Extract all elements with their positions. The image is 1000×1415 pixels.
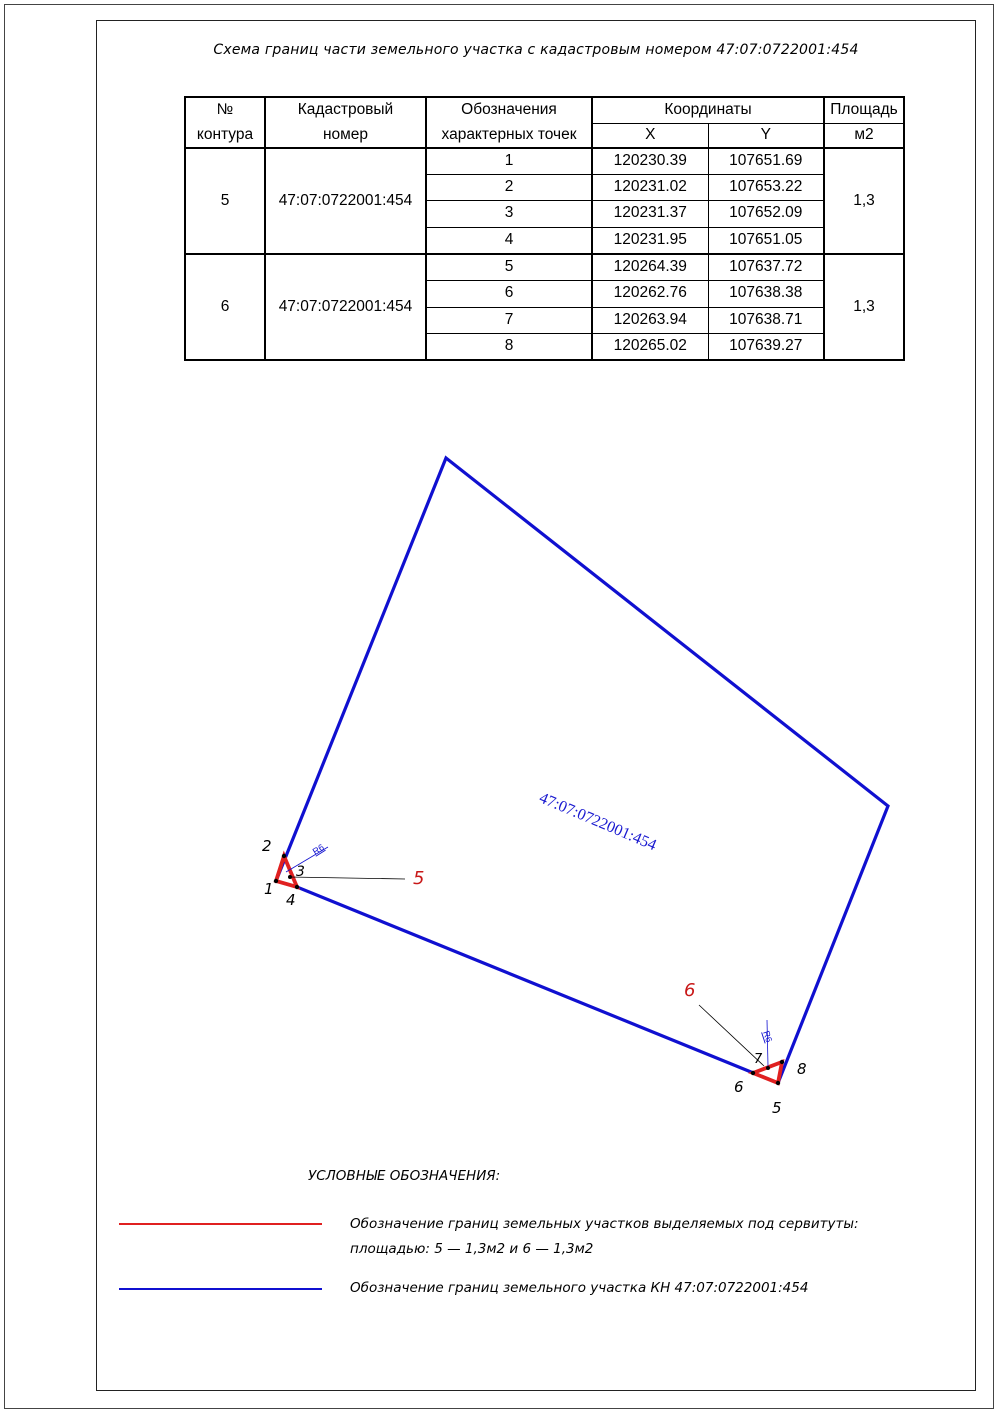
header-area-unit: м2: [824, 123, 904, 148]
point-label-5: 5: [772, 1099, 782, 1117]
coord-x: 120262.76: [592, 280, 708, 307]
coord-y: 107637.72: [708, 254, 824, 280]
parcel-label: 47:07:0722001:454: [536, 789, 659, 855]
point-id: 6: [426, 280, 592, 307]
point-label-6: 6: [734, 1078, 744, 1096]
contour-number: 6: [185, 254, 265, 360]
coord-y: 107653.22: [708, 174, 824, 200]
radius-label-5: R6: [310, 842, 326, 857]
point-id: 2: [426, 174, 592, 200]
legend-title: УСЛОВНЫЕ ОБОЗНАЧЕНИЯ:: [308, 1168, 501, 1184]
cadastral-number: 47:07:0722001:454: [265, 254, 426, 360]
point-id: 5: [426, 254, 592, 280]
point-label-4: 4: [286, 891, 296, 909]
coord-x: 120231.37: [592, 200, 708, 227]
coord-x: 120264.39: [592, 254, 708, 280]
point-id: 3: [426, 200, 592, 227]
legend-parcel-text: Обозначение границ земельного участка КН 47:07:0722001:454: [350, 1280, 809, 1296]
radius-leader-6: [767, 1020, 768, 1066]
header-y: Y: [708, 123, 824, 148]
header-cadastral-2: номер: [265, 123, 426, 148]
document-title: Схема границ части земельного участка с кадастровым номером 47:07:0722001:454: [213, 42, 859, 58]
radius-label-6: R6: [761, 1029, 775, 1044]
header-coords: Координаты: [592, 97, 824, 123]
coord-y: 107651.05: [708, 227, 824, 254]
legend-servitude-line2: площадью: 5 — 1,3м2 и 6 — 1,3м2: [350, 1241, 594, 1257]
coord-y: 107639.27: [708, 333, 824, 360]
point-label-8: 8: [797, 1060, 807, 1078]
coord-y: 107652.09: [708, 200, 824, 227]
area-value: 1,3: [824, 254, 904, 360]
legend-servitude-line1: Обозначение границ земельных участков выделяемых под сервитуты:: [350, 1216, 859, 1232]
callout-label-6: 6: [684, 980, 696, 1001]
point-id: 1: [426, 148, 592, 174]
parcel-boundary: [276, 458, 888, 1083]
point-label-1: 1: [264, 880, 274, 898]
legend-parcel-line: [119, 1288, 322, 1290]
callout-label-5: 5: [413, 868, 425, 889]
legend-servitude-line: [119, 1223, 322, 1225]
coord-y: 107651.69: [708, 148, 824, 174]
coord-x: 120231.95: [592, 227, 708, 254]
header-points-2: характерных точек: [426, 123, 592, 148]
header-contour-no: №: [185, 97, 265, 123]
coord-x: 120263.94: [592, 307, 708, 333]
point-label-7: 7: [754, 1052, 763, 1067]
header-area: Площадь: [824, 97, 904, 123]
cadastral-number: 47:07:0722001:454: [265, 148, 426, 254]
point-id: 8: [426, 333, 592, 360]
header-x: X: [592, 123, 708, 148]
coord-x: 120231.02: [592, 174, 708, 200]
point-id: 4: [426, 227, 592, 254]
point-id: 7: [426, 307, 592, 333]
coord-x: 120230.39: [592, 148, 708, 174]
contour-number: 5: [185, 148, 265, 254]
header-cadastral: Кадастровый: [265, 97, 426, 123]
point-label-2: 2: [262, 837, 272, 855]
coord-y: 107638.71: [708, 307, 824, 333]
point-label-3: 3: [296, 864, 305, 880]
callout-leader-5: [290, 877, 405, 879]
legend-servitude-text: [350, 1212, 859, 1262]
area-value: 1,3: [824, 148, 904, 254]
header-points: Обозначения: [426, 97, 592, 123]
header-contour-label: контура: [185, 123, 265, 148]
vertex-markers: [274, 854, 784, 1085]
coord-y: 107638.38: [708, 280, 824, 307]
coord-x: 120265.02: [592, 333, 708, 360]
